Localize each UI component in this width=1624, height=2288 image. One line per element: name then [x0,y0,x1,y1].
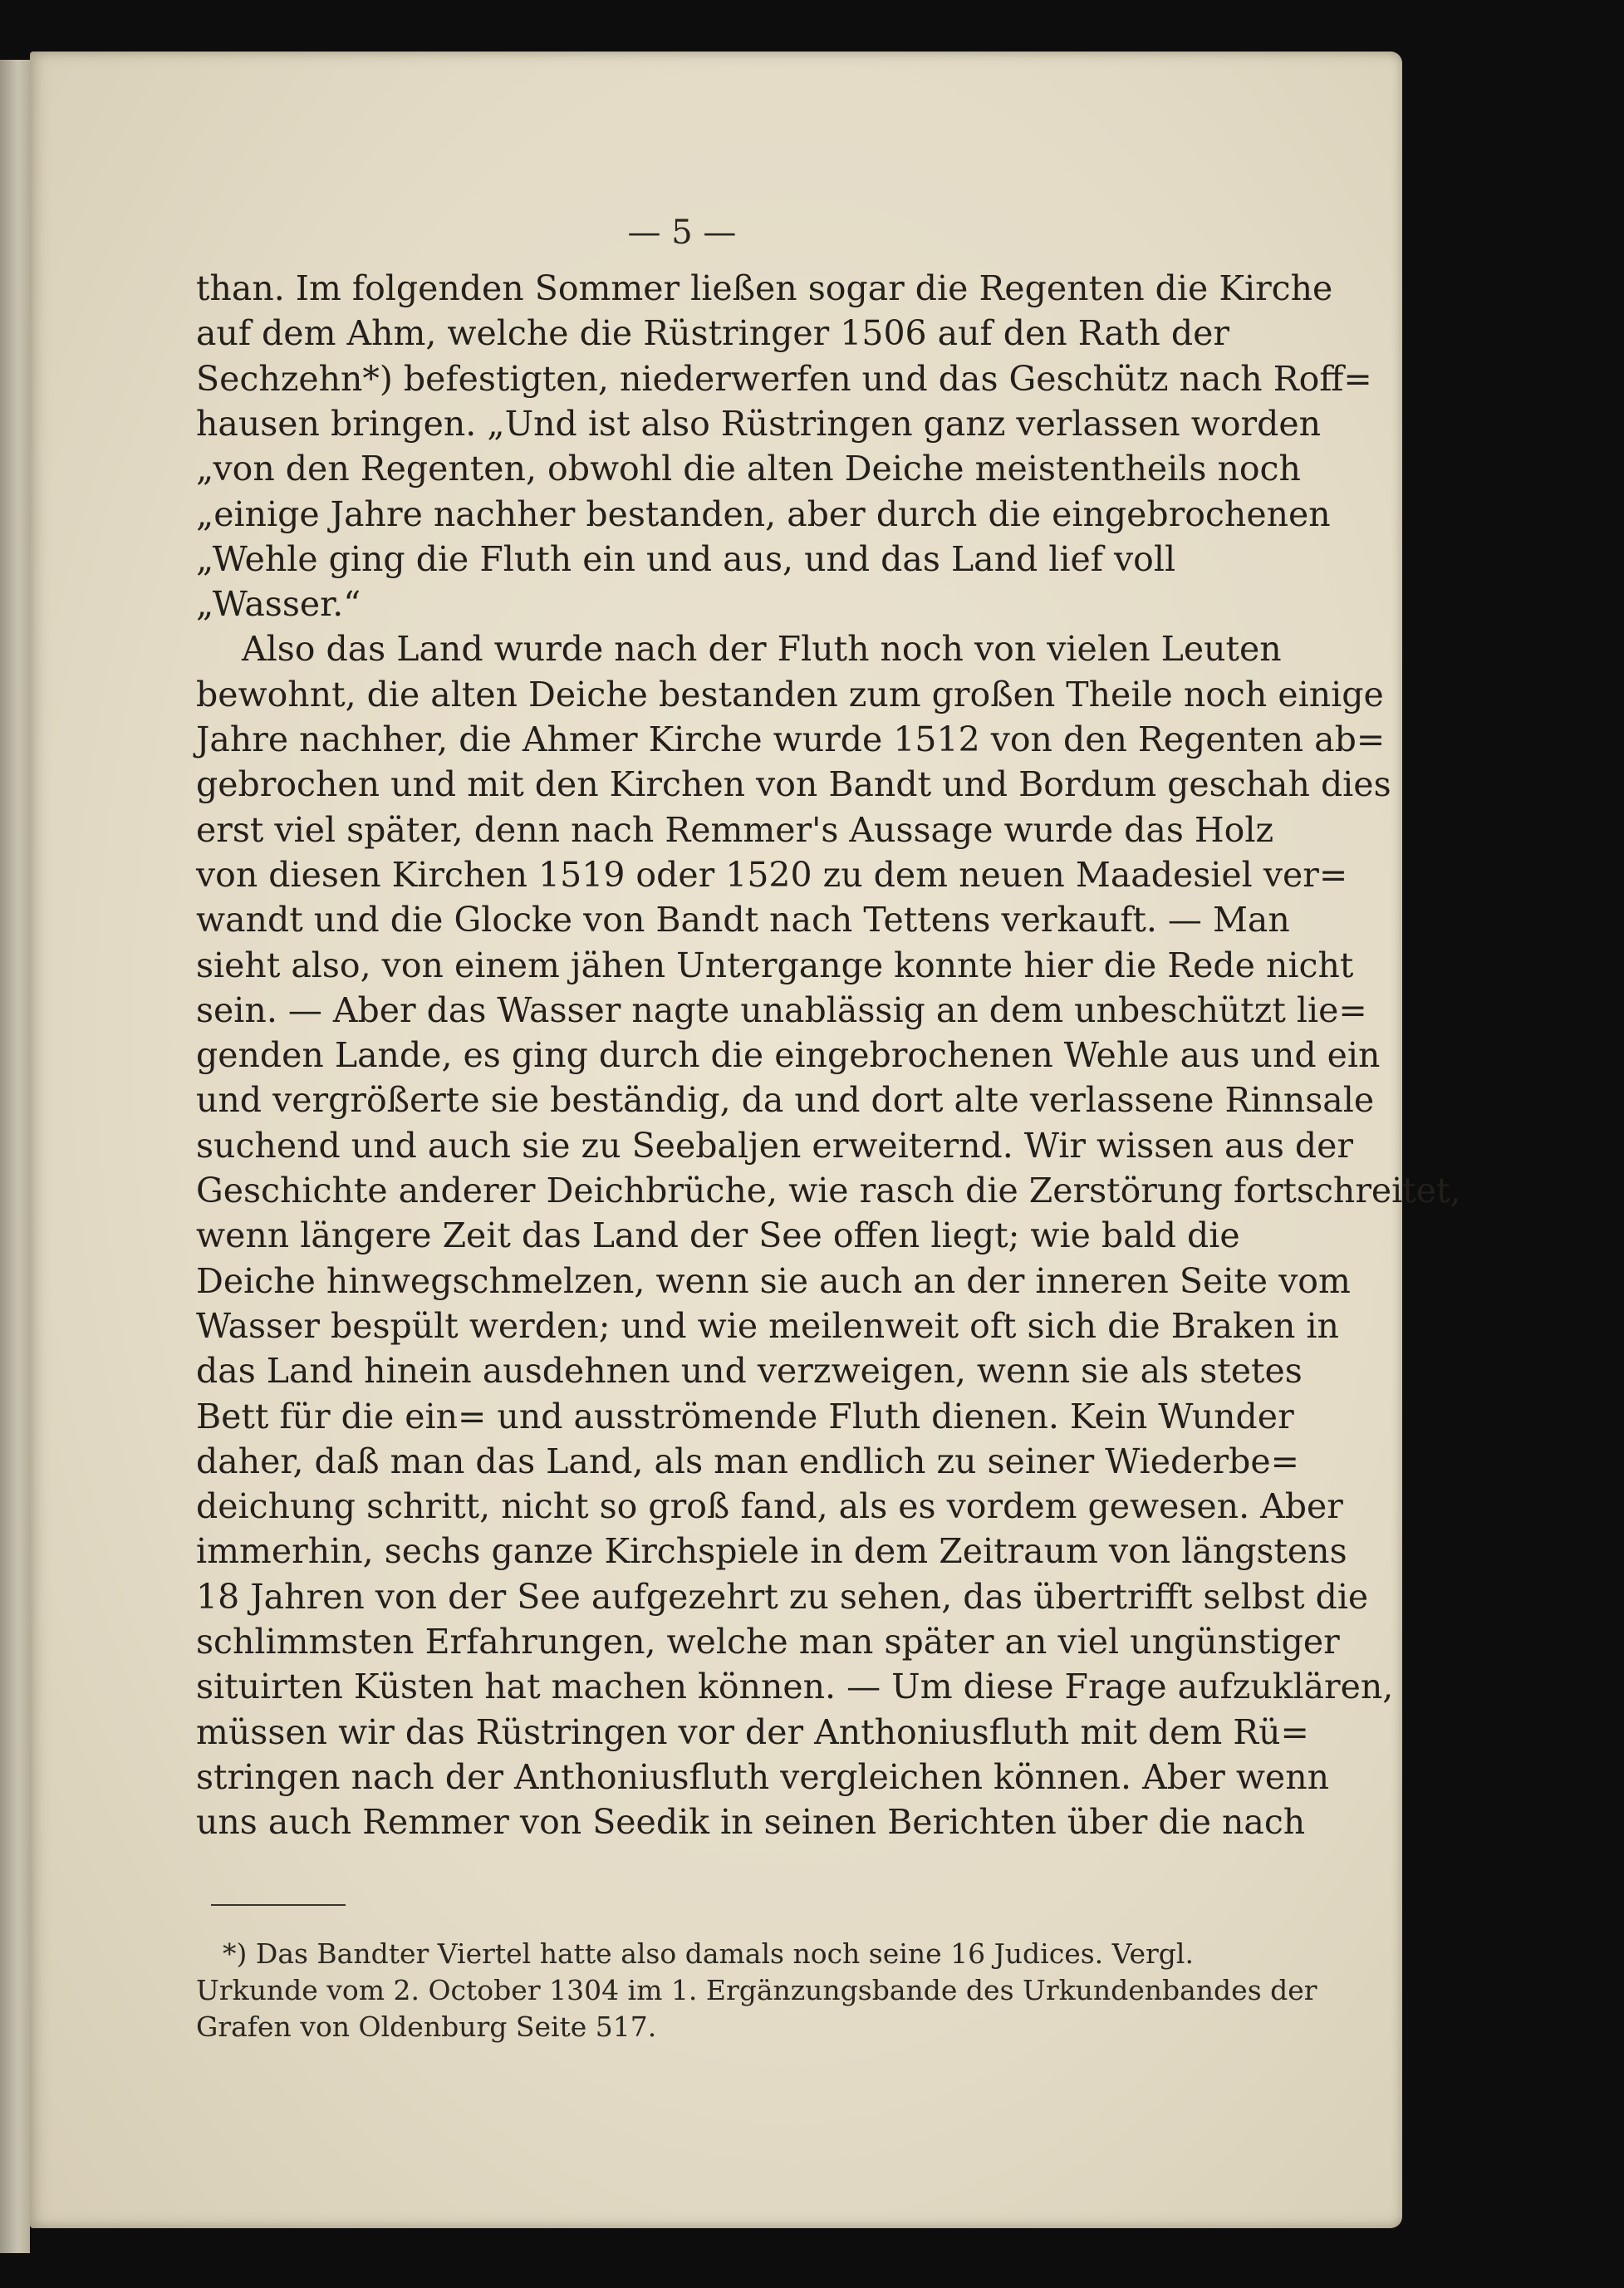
body-line: Bett für die ein= und ausströmende Fluth dienen. Kein Wunder [196,1396,1294,1436]
body-line: und vergrößerte sie beständig, da und dort alte verlassene Rinnsale [196,1080,1375,1121]
body-line: „einige Jahre nachher bestanden, aber durch die eingebrochenen [196,493,1331,534]
body-line: Also das Land wurde nach der Fluth noch von vielen Leuten [242,629,1282,670]
body-line: müssen wir das Rüstringen vor der Anthoniusfluth mit dem Rü= [196,1711,1309,1752]
body-line: daher, daß man das Land, als man endlich zu seiner Wiederbe= [196,1441,1299,1481]
body-line: das Land hinein ausdehnen und verzweigen, wenn sie als stetes [196,1351,1303,1392]
body-line: Deiche hinwegschmelzen, wenn sie auch an der inneren Seite vom [196,1260,1351,1301]
footnote-line: *) Das Bandter Viertel hatte also damals noch seine 16 Judices. Vergl. [223,1937,1194,1970]
body-line: „Wehle ging die Fluth ein und aus, und das Land lief voll [196,538,1176,579]
body-line: Sechzehn*) befestigten, niederwerfen und das Geschütz nach Roff= [196,358,1372,399]
body-line: deichung schritt, nicht so groß fand, als es vordem gewesen. Aber [196,1486,1343,1527]
body-line: hausen bringen. „Und ist also Rüstringen ganz verlassen worden [196,403,1322,444]
book-page [30,52,1461,2228]
footnote-line: Urkunde vom 2. October 1304 im 1. Ergänzungsbande des Urkundenbandes der [196,1974,1317,2006]
body-line: „von den Regenten, obwohl die alten Deiche meistentheils noch [196,449,1301,489]
body-line: immerhin, sechs ganze Kirchspiele in dem Zeitraum von längstens [196,1531,1347,1572]
body-line: gebrochen und mit den Kirchen von Bandt und Bordum geschah dies [196,764,1391,805]
body-line: erst viel später, denn nach Remmer's Aussage wurde das Holz [196,809,1274,850]
page-number: — 5 — [627,214,737,252]
body-line: Wasser bespült werden; und wie meilenweit oft sich die Braken in [196,1305,1339,1346]
body-line: wenn längere Zeit das Land der See offen liegt; wie bald die [196,1215,1240,1256]
body-line: stringen nach der Anthoniusfluth vergleichen können. Aber wenn [196,1756,1330,1797]
body-line: Geschichte anderer Deichbrüche, wie rasch die Zerstörung fortschreitet, [196,1171,1461,1210]
body-line: von diesen Kirchen 1519 oder 1520 zu dem neuen Maadesiel ver= [196,854,1348,895]
footnote-line: Grafen von Oldenburg Seite 517. [196,2011,657,2043]
body-line: sein. — Aber das Wasser nagte unablässig an dem unbeschützt lie= [196,989,1367,1030]
body-line: „Wasser.“ [196,584,361,625]
body-line: situirten Küsten hat machen können. — Um diese Frage aufzuklären, [196,1667,1394,1707]
body-line: uns auch Remmer von Seedik in seinen Berichten über die nach [196,1802,1306,1843]
body-line: 18 Jahren von der See aufgezehrt zu sehen, das übertrifft selbst die [196,1576,1369,1617]
body-line: sieht also, von einem jähen Untergange konnte hier die Rede nicht [196,945,1354,985]
body-line: genden Lande, es ging durch die eingebrochenen Wehle aus und ein [196,1035,1381,1076]
body-line: than. Im folgenden Sommer ließen sogar die Regenten die Kirche [196,268,1333,308]
body-line: Jahre nachher, die Ahmer Kirche wurde 1512 von den Regenten ab= [196,719,1386,759]
body-line: wandt und die Glocke von Bandt nach Tettens verkauft. — Man [196,900,1290,940]
footnote-separator [211,1904,346,1906]
body-line: schlimmsten Erfahrungen, welche man später an viel ungünstiger [196,1622,1340,1662]
book-spine [0,60,30,2253]
body-line: auf dem Ahm, welche die Rüstringer 1506 auf den Rath der [196,313,1229,354]
body-line: suchend und auch sie zu Seebaljen erweiternd. Wir wissen aus der [196,1125,1353,1166]
body-line: bewohnt, die alten Deiche bestanden zum großen Theile noch einige [196,674,1384,714]
